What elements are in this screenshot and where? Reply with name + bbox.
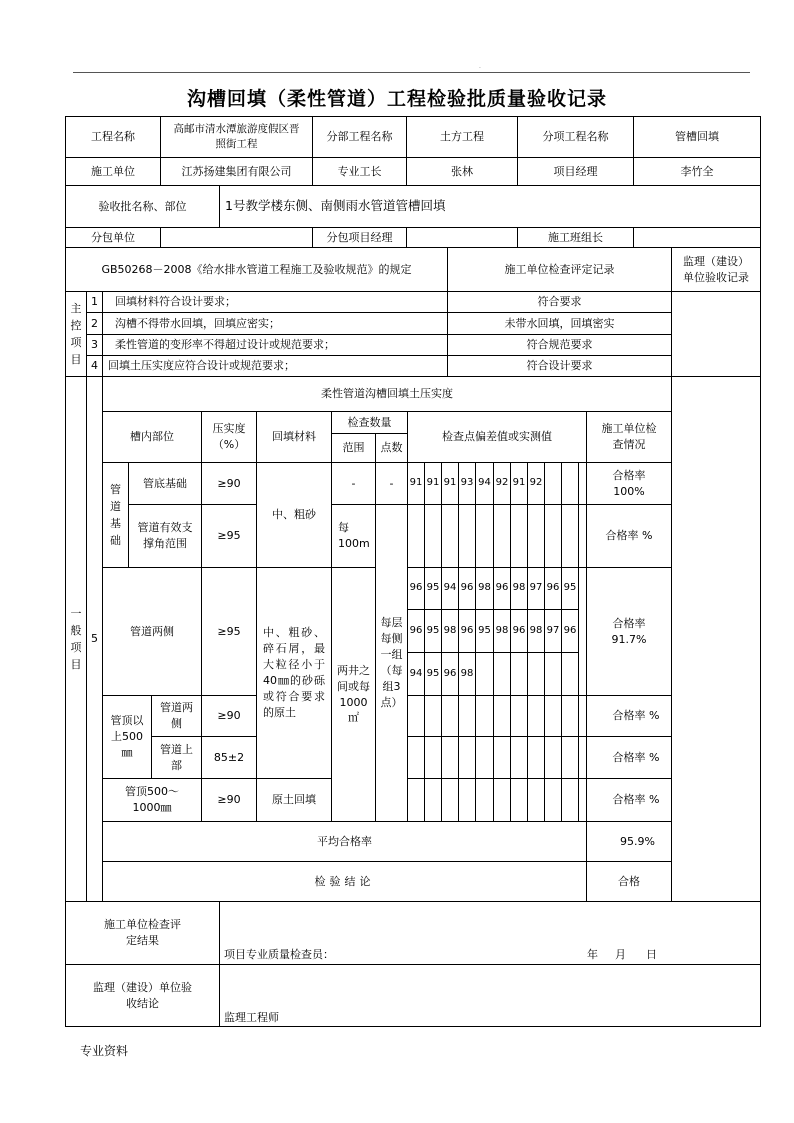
section-title: 柔性管道沟槽回填土压实度 bbox=[102, 376, 672, 412]
top500-sides-req: ≥90 bbox=[201, 695, 257, 737]
support-label: 管道有效支撑角范围 bbox=[128, 504, 202, 568]
measured-value bbox=[475, 778, 494, 822]
measured-value bbox=[458, 778, 476, 822]
measured-value bbox=[510, 778, 528, 822]
header-rule bbox=[73, 72, 750, 73]
measured-value bbox=[544, 736, 562, 779]
measured-value: 97 bbox=[527, 567, 545, 610]
measured-value bbox=[458, 695, 476, 737]
measured-value: 96 bbox=[441, 652, 459, 696]
supervisor-result-box bbox=[219, 964, 761, 1027]
measured-value bbox=[561, 736, 579, 779]
measured-value bbox=[475, 736, 494, 779]
measured-value: 96 bbox=[458, 609, 476, 653]
measured-value: 92 bbox=[493, 462, 511, 505]
col-material: 回填材料 bbox=[256, 411, 332, 463]
measured-value: 91 bbox=[424, 462, 442, 505]
measured-value bbox=[561, 695, 579, 737]
measured-value: 96 bbox=[407, 567, 425, 610]
foreman-label: 专业工长 bbox=[312, 157, 407, 186]
contractor-eval-header: 施工单位检查评定记录 bbox=[447, 247, 672, 292]
measured-value bbox=[424, 695, 442, 737]
measured-value bbox=[424, 736, 442, 779]
measured-value bbox=[544, 462, 562, 505]
main-item-3-no: 3 bbox=[86, 334, 103, 356]
measured-value: 96 bbox=[407, 609, 425, 653]
main-items-supervisor bbox=[671, 291, 761, 377]
general-items-supervisor bbox=[671, 376, 761, 902]
document-title: 沟槽回填（柔性管道）工程检验批质量验收记录 bbox=[186, 88, 607, 110]
measured-value bbox=[493, 652, 511, 696]
material-2: 中、粗砂、碎石屑，最大粒径小于40㎜的砂砾或符合要求的原土 bbox=[256, 567, 332, 779]
col-check-qty: 检查数量 bbox=[331, 411, 408, 434]
item-project: 管槽回填 bbox=[633, 116, 761, 158]
measured-value: 98 bbox=[458, 652, 476, 696]
main-item-4-no: 4 bbox=[86, 355, 103, 377]
date-month: 月 bbox=[615, 948, 626, 961]
measured-value: 96 bbox=[544, 567, 562, 610]
avg-label: 平均合格率 bbox=[102, 821, 587, 862]
measured-value bbox=[441, 504, 459, 568]
sub-project: 土方工程 bbox=[406, 116, 518, 158]
base-label: 管道基础 bbox=[102, 462, 129, 568]
measured-value bbox=[510, 695, 528, 737]
measured-value bbox=[493, 736, 511, 779]
main-item-4-result: 符合设计要求 bbox=[447, 355, 672, 377]
team-leader-label: 施工班组长 bbox=[517, 227, 634, 248]
bottom-points: - bbox=[375, 462, 408, 505]
inspector-label: 项目专业质量检查员： bbox=[224, 948, 334, 961]
measured-value: 95 bbox=[475, 609, 494, 653]
measured-value bbox=[424, 778, 442, 822]
conclusion-label: 检验结论 bbox=[102, 861, 587, 902]
main-item-3-text: 柔性管道的变形率不得超过设计或规范要求； bbox=[102, 334, 448, 356]
date-year: 年 bbox=[587, 948, 598, 961]
foreman: 张林 bbox=[406, 157, 518, 186]
measured-value bbox=[561, 652, 579, 696]
measured-value bbox=[407, 736, 425, 779]
supervisor-record-header: 监理（建设）单位验收记录 bbox=[671, 247, 761, 292]
col-range: 范围 bbox=[331, 433, 376, 463]
measured-value: 98 bbox=[493, 609, 511, 653]
measured-value: 94 bbox=[475, 462, 494, 505]
main-item-1-result: 符合要求 bbox=[447, 291, 672, 313]
measured-value bbox=[475, 652, 494, 696]
general-items-label: 一般项目 bbox=[65, 376, 87, 902]
date-day: 日 bbox=[646, 948, 657, 961]
measured-value bbox=[407, 778, 425, 822]
main-item-4-text: 回填土压实度应符合设计或规范要求； bbox=[102, 355, 448, 377]
measured-value: 91 bbox=[441, 462, 459, 505]
sub-pm bbox=[406, 227, 518, 248]
measured-value bbox=[527, 695, 545, 737]
measured-value bbox=[424, 504, 442, 568]
pm: 李竹全 bbox=[633, 157, 761, 186]
measured-value: 96 bbox=[510, 609, 528, 653]
bottom-label: 管底基础 bbox=[128, 462, 202, 505]
measured-value: 95 bbox=[424, 609, 442, 653]
measured-value bbox=[561, 462, 579, 505]
sides-result: 合格率 91.7% bbox=[586, 567, 672, 696]
measured-value bbox=[510, 736, 528, 779]
sides-label: 管道两侧 bbox=[102, 567, 202, 696]
range-each: 每100m bbox=[331, 504, 376, 568]
subcontractor bbox=[160, 227, 313, 248]
material-1: 中、粗砂 bbox=[256, 462, 332, 568]
batch: 1号教学楼东侧、南侧雨水管道管槽回填 bbox=[219, 185, 761, 228]
main-item-1-no: 1 bbox=[86, 291, 103, 313]
measured-value bbox=[475, 504, 494, 568]
top500-top-result: 合格率 % bbox=[586, 736, 672, 779]
top500-label: 管顶以上500㎜ bbox=[102, 695, 152, 779]
measured-value: 96 bbox=[561, 609, 579, 653]
measured-value bbox=[510, 652, 528, 696]
header-dot: . bbox=[479, 63, 481, 70]
measured-value bbox=[527, 504, 545, 568]
sides-req: ≥95 bbox=[201, 567, 257, 696]
main-item-3-result: 符合规范要求 bbox=[447, 334, 672, 356]
main-item-1-text: 回填材料符合设计要求； bbox=[102, 291, 448, 313]
measured-value bbox=[527, 736, 545, 779]
measured-value: 92 bbox=[527, 462, 545, 505]
contractor-label: 施工单位 bbox=[65, 157, 161, 186]
measured-value bbox=[441, 736, 459, 779]
measured-value bbox=[475, 695, 494, 737]
measured-value bbox=[544, 652, 562, 696]
measured-value bbox=[458, 504, 476, 568]
measured-value: 91 bbox=[510, 462, 528, 505]
general-item-no: 5 bbox=[86, 376, 103, 902]
top500-sides-label: 管道两侧 bbox=[151, 695, 202, 737]
main-item-2-result: 未带水回填，回填密实 bbox=[447, 312, 672, 335]
measured-value: 94 bbox=[441, 567, 459, 610]
measured-value bbox=[527, 778, 545, 822]
top500-sides-result: 合格率 % bbox=[586, 695, 672, 737]
measured-value bbox=[441, 778, 459, 822]
support-req: ≥95 bbox=[201, 504, 257, 568]
measured-value bbox=[544, 504, 562, 568]
measured-value bbox=[407, 504, 425, 568]
top1000-material: 原土回填 bbox=[256, 778, 332, 822]
bottom-req: ≥90 bbox=[201, 462, 257, 505]
measured-value bbox=[544, 778, 562, 822]
measured-value bbox=[544, 695, 562, 737]
measured-value bbox=[527, 652, 545, 696]
measured-value bbox=[441, 695, 459, 737]
measured-value bbox=[407, 695, 425, 737]
subcontractor-label: 分包单位 bbox=[65, 227, 161, 248]
measured-value: 95 bbox=[424, 652, 442, 696]
measured-value bbox=[493, 695, 511, 737]
measured-value: 98 bbox=[527, 609, 545, 653]
measured-value: 96 bbox=[458, 567, 476, 610]
measured-value: 98 bbox=[510, 567, 528, 610]
project-name-label: 工程名称 bbox=[65, 116, 161, 158]
measured-value: 96 bbox=[493, 567, 511, 610]
sub-pm-label: 分包项目经理 bbox=[312, 227, 407, 248]
measured-value: 97 bbox=[544, 609, 562, 653]
measured-value: 93 bbox=[458, 462, 476, 505]
measured-value: 98 bbox=[441, 609, 459, 653]
bottom-result: 合格率 100% bbox=[586, 462, 672, 505]
item-project-label: 分项工程名称 bbox=[517, 116, 634, 158]
points-2: 每层每侧一组（每组3点） bbox=[375, 504, 408, 822]
measured-value bbox=[561, 778, 579, 822]
supervisor-result-label: 监理（建设）单位验收结论 bbox=[65, 964, 220, 1027]
main-items-label: 主控项目 bbox=[65, 291, 87, 377]
measured-value bbox=[561, 504, 579, 568]
top1000-req: ≥90 bbox=[201, 778, 257, 822]
contractor: 江苏扬建集团有限公司 bbox=[160, 157, 313, 186]
pm-label: 项目经理 bbox=[517, 157, 634, 186]
col-contractor-check: 施工单位检查情况 bbox=[586, 411, 672, 463]
engineer-label: 监理工程师 bbox=[224, 1011, 279, 1024]
main-item-2-no: 2 bbox=[86, 312, 103, 335]
top500-top-req: 85±2 bbox=[201, 736, 257, 779]
contractor-result-label: 施工单位检查评定结果 bbox=[65, 901, 220, 965]
team-leader bbox=[633, 227, 761, 248]
measured-value bbox=[493, 778, 511, 822]
measured-value: 95 bbox=[424, 567, 442, 610]
measured-value bbox=[458, 736, 476, 779]
main-item-2-text: 沟槽不得带水回填，回填应密实； bbox=[102, 312, 448, 335]
measured-value: 98 bbox=[475, 567, 494, 610]
measured-value: 95 bbox=[561, 567, 579, 610]
col-compaction: 压实度（%） bbox=[201, 411, 257, 463]
measured-value bbox=[493, 504, 511, 568]
support-result: 合格率 % bbox=[586, 504, 672, 568]
col-measured: 检查点偏差值或实测值 bbox=[407, 411, 587, 463]
col-points: 点数 bbox=[375, 433, 408, 463]
conclusion-value: 合格 bbox=[586, 861, 672, 902]
footer-text: 专业资料 bbox=[80, 1044, 129, 1058]
avg-value: 95.9% bbox=[586, 821, 672, 862]
bottom-range: - bbox=[331, 462, 376, 505]
top500-top-label: 管道上部 bbox=[151, 736, 202, 779]
measured-value: 91 bbox=[407, 462, 425, 505]
top1000-result: 合格率 % bbox=[586, 778, 672, 822]
measured-value: 94 bbox=[407, 652, 425, 696]
standard-label: GB50268－2008《给水排水管道工程施工及验收规范》的规定 bbox=[65, 247, 448, 292]
sub-project-label: 分部工程名称 bbox=[312, 116, 407, 158]
measured-value bbox=[510, 504, 528, 568]
batch-label: 验收批名称、部位 bbox=[65, 185, 220, 228]
top1000-label: 管顶500～1000㎜ bbox=[102, 778, 202, 822]
col-position: 槽内部位 bbox=[102, 411, 202, 463]
range-2: 两井之间或每1000㎡ bbox=[331, 567, 376, 822]
project-name: 高邮市清水潭旅游度假区晋照街工程 bbox=[160, 116, 313, 158]
